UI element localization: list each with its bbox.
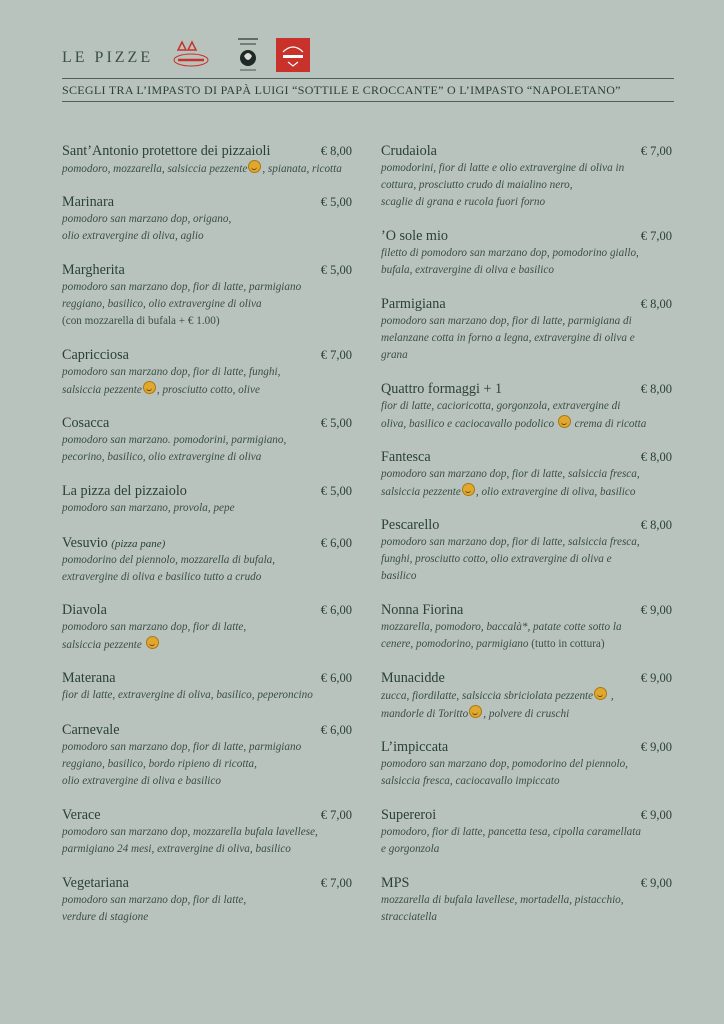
item-name: Munacidde [381, 670, 445, 686]
item-desc: pomodoro san marzano, provola, pepe [62, 502, 235, 514]
item-name: Pescarello [381, 517, 440, 533]
item-desc: cottura, prosciutto crudo di maialino nero, [381, 179, 573, 191]
item-price: € 9,00 [640, 671, 672, 685]
item-name-note: (pizza pane) [111, 538, 166, 550]
item-name: Marinara [62, 194, 114, 210]
item-name: Nonna Fiorina [381, 602, 464, 618]
menu-item-supereroi [381, 806, 672, 858]
item-desc: salsiccia pezzente [62, 384, 142, 396]
item-desc: melanzane cotta in forno a legna, extravergine di oliva e [381, 332, 635, 344]
page-title: LE PIZZE [62, 49, 154, 66]
item-price: € 5,00 [320, 263, 352, 277]
item-desc: fior di latte, extravergine di oliva, basilico, peperoncino [62, 689, 313, 701]
menu-item-pizza-del-pizzaiolo [62, 482, 352, 517]
item-desc: pomodoro san marzano dop, fior di latte, [62, 621, 247, 633]
item-name: L’impiccata [381, 739, 449, 755]
item-price: € 5,00 [320, 416, 352, 430]
item-name: Cosacca [62, 415, 110, 431]
item-desc: pomodoro san marzano dop, origano, [62, 213, 232, 225]
smiley-emoji-icon [146, 636, 159, 649]
smiley-emoji-icon [469, 705, 482, 718]
item-desc: pomodoro san marzano dop, fior di latte, parmigiana di [381, 315, 632, 327]
item-desc: pecorino, basilico, olio extravergine di oliva [62, 451, 262, 463]
item-desc: reggiano, basilico, olio extravergine di oliva [62, 298, 262, 310]
item-desc: pomodoro san marzano dop, mozzarella bufala lavellese, [62, 826, 318, 838]
item-price: € 7,00 [640, 229, 672, 243]
item-desc: pomodoro san marzano dop, fior di latte, salsiccia fresca, [381, 536, 640, 548]
menu-item-marinara [62, 193, 352, 245]
smiley-emoji-icon [462, 483, 475, 496]
item-price: € 9,00 [640, 740, 672, 754]
smiley-emoji-icon [558, 415, 571, 428]
menu-item-santantonio [62, 142, 352, 178]
item-price: € 7,00 [320, 808, 352, 822]
item-name: MPS [381, 875, 410, 891]
item-name: Sant’Antonio protettore dei pizzaioli [62, 143, 271, 159]
item-name: Supereroi [381, 807, 437, 823]
smiley-emoji-icon [143, 381, 156, 394]
menu-item-materana [62, 669, 352, 704]
item-price: € 8,00 [640, 297, 672, 311]
item-price: € 7,00 [320, 348, 352, 362]
item-price: € 9,00 [640, 876, 672, 890]
menu-item-vesuvio [62, 534, 352, 586]
item-desc: extravergine di oliva e basilico tutto a crudo [62, 571, 262, 583]
item-desc: pomodoro san marzano dop, fior di latte, funghi, [62, 366, 281, 378]
item-name: Materana [62, 670, 116, 686]
item-name: Vesuvio (pizza pane) [62, 535, 166, 551]
item-name: La pizza del pizzaiolo [62, 483, 187, 499]
item-desc: bufala, extravergine di oliva e basilico [381, 264, 554, 276]
item-desc: salsiccia fresca, caciocavallo impiccato [381, 775, 560, 787]
item-desc: mandorle di Toritto [381, 708, 469, 720]
item-desc: , polvere di cruschi [483, 708, 570, 720]
menu-header [62, 36, 674, 80]
item-desc: reggiano, basilico, bordo ripieno di ricotta, [62, 758, 257, 770]
item-desc: pomodoro san marzano dop, fior di latte, parmigiano [62, 281, 302, 293]
item-desc: salsiccia pezzente [381, 486, 461, 498]
item-name: Vegetariana [62, 875, 129, 891]
item-desc: scaglie di grana e rucola fuori forno [381, 196, 546, 208]
item-desc: pomodoro san marzano. pomodorini, parmigiano, [62, 434, 287, 446]
item-desc: fior di latte, cacioricotta, gorgonzola, extravergine di [381, 400, 621, 412]
item-desc: , [608, 690, 614, 702]
item-name: Diavola [62, 602, 107, 618]
menu-item-vegetariana [62, 874, 352, 926]
item-name: Fantesca [381, 449, 431, 465]
menu-item-fantesca [381, 448, 672, 501]
menu-item-nonna-fiorina [381, 601, 672, 653]
item-price: € 7,00 [640, 144, 672, 158]
item-name: Carnevale [62, 722, 120, 738]
item-desc: filetto di pomodoro san marzano dop, pomodorino giallo, [381, 247, 639, 259]
item-price: € 8,00 [640, 518, 672, 532]
item-desc: pomodoro, mozzarella, salsiccia pezzente [62, 163, 248, 175]
smiley-emoji-icon [594, 687, 607, 700]
menu-item-crudaiola [381, 142, 672, 211]
item-price: € 8,00 [640, 450, 672, 464]
menu-item-margherita [62, 261, 352, 330]
item-desc: crema di ricotta [571, 418, 647, 430]
menu-item-capricciosa [62, 346, 352, 399]
item-desc: salsiccia pezzente [62, 639, 142, 651]
item-price: € 6,00 [320, 723, 352, 737]
item-desc: funghi, prosciutto cotto, olio extravergine di oliva e [381, 553, 612, 565]
item-price: € 8,00 [320, 144, 352, 158]
item-desc: , olio extravergine di oliva, basilico [475, 486, 636, 498]
item-desc: basilico [381, 570, 417, 582]
item-price: € 9,00 [640, 603, 672, 617]
item-desc: pomodoro san marzano dop, fior di latte, [62, 894, 247, 906]
item-price: € 5,00 [320, 195, 352, 209]
item-price: € 9,00 [640, 808, 672, 822]
item-name: ’O sole mio [381, 228, 448, 244]
item-price: € 6,00 [320, 671, 352, 685]
menu-item-diavola [62, 601, 352, 654]
item-desc: pomodoro san marzano dop, fior di latte, salsiccia fresca, [381, 468, 640, 480]
item-desc: grana [381, 349, 408, 361]
item-desc: cenere, pomodorino, parmigiano [381, 638, 529, 650]
item-price: € 6,00 [320, 603, 352, 617]
item-desc: zucca, fiordilatte, salsiccia sbriciolata pezzente [381, 690, 594, 702]
item-desc: , spianata, ricotta [262, 163, 342, 175]
item-desc: pomodoro san marzano dop, fior di latte, parmigiano [62, 741, 302, 753]
smiley-emoji-icon [248, 160, 261, 173]
item-price: € 8,00 [640, 382, 672, 396]
item-desc: pomodorini, fior di latte e olio extravergine di oliva in [381, 162, 625, 174]
item-price: € 6,00 [320, 536, 352, 550]
item-desc: mozzarella, pomodoro, baccalà*, patate cotte sotto la [381, 621, 622, 633]
item-desc: (con mozzarella di bufala + € 1.00) [62, 315, 220, 327]
item-desc: oliva, basilico e caciocavallo podolico [381, 418, 555, 430]
item-desc: olio extravergine di oliva e basilico [62, 775, 221, 787]
item-desc: e gorgonzola [381, 843, 440, 855]
item-desc: verdure di stagione [62, 911, 149, 923]
item-name: Margherita [62, 262, 125, 278]
item-desc-note: (tutto in cottura) [531, 638, 605, 650]
item-name: Capricciosa [62, 347, 129, 363]
item-name: Quattro formaggi + 1 [381, 381, 503, 397]
menu-item-munacidde [381, 669, 672, 723]
menu-item-mps [381, 874, 672, 926]
eccellenze-logo [276, 38, 310, 72]
header-rule-bottom [62, 101, 674, 102]
item-name: Crudaiola [381, 143, 437, 159]
item-desc: mozzarella di bufala lavellese, mortadella, pistacchio, [381, 894, 624, 906]
item-desc: parmigiano 24 mesi, extravergine di oliva, basilico [62, 843, 291, 855]
item-price: € 5,00 [320, 484, 352, 498]
garnervoris-logo [172, 38, 210, 72]
menu-item-o-sole-mio [381, 227, 672, 279]
item-desc: stracciatella [381, 911, 437, 923]
item-price: € 7,00 [320, 876, 352, 890]
item-desc: pomodorino del piennolo, mozzarella di bufala, [62, 554, 276, 566]
item-desc: olio extravergine di oliva, aglio [62, 230, 204, 242]
item-desc: , prosciutto cotto, olive [156, 384, 260, 396]
header-rule-top [62, 78, 674, 79]
item-name: Verace [62, 807, 101, 823]
menu-item-parmigiana [381, 295, 672, 364]
vera-pizza-logo [234, 36, 262, 74]
menu-item-limpiccata [381, 738, 672, 790]
menu-item-pescarello [381, 516, 672, 585]
item-name: Parmigiana [381, 296, 446, 312]
menu-item-carnevale [62, 721, 352, 790]
menu-item-verace [62, 806, 352, 858]
menu-item-quattro-formaggi [381, 380, 672, 433]
item-desc: pomodoro, fior di latte, pancetta tesa, cipolla caramellata [381, 826, 641, 838]
dough-choice-subtitle: SCEGLI TRA L’IMPASTO DI PAPÀ LUIGI “SOTTILE E CROCCANTE” O L’IMPASTO “NAPOLETANO” [62, 83, 621, 97]
menu-item-cosacca [62, 414, 352, 466]
item-desc: pomodoro san marzano dop, pomodorino del piennolo, [381, 758, 628, 770]
